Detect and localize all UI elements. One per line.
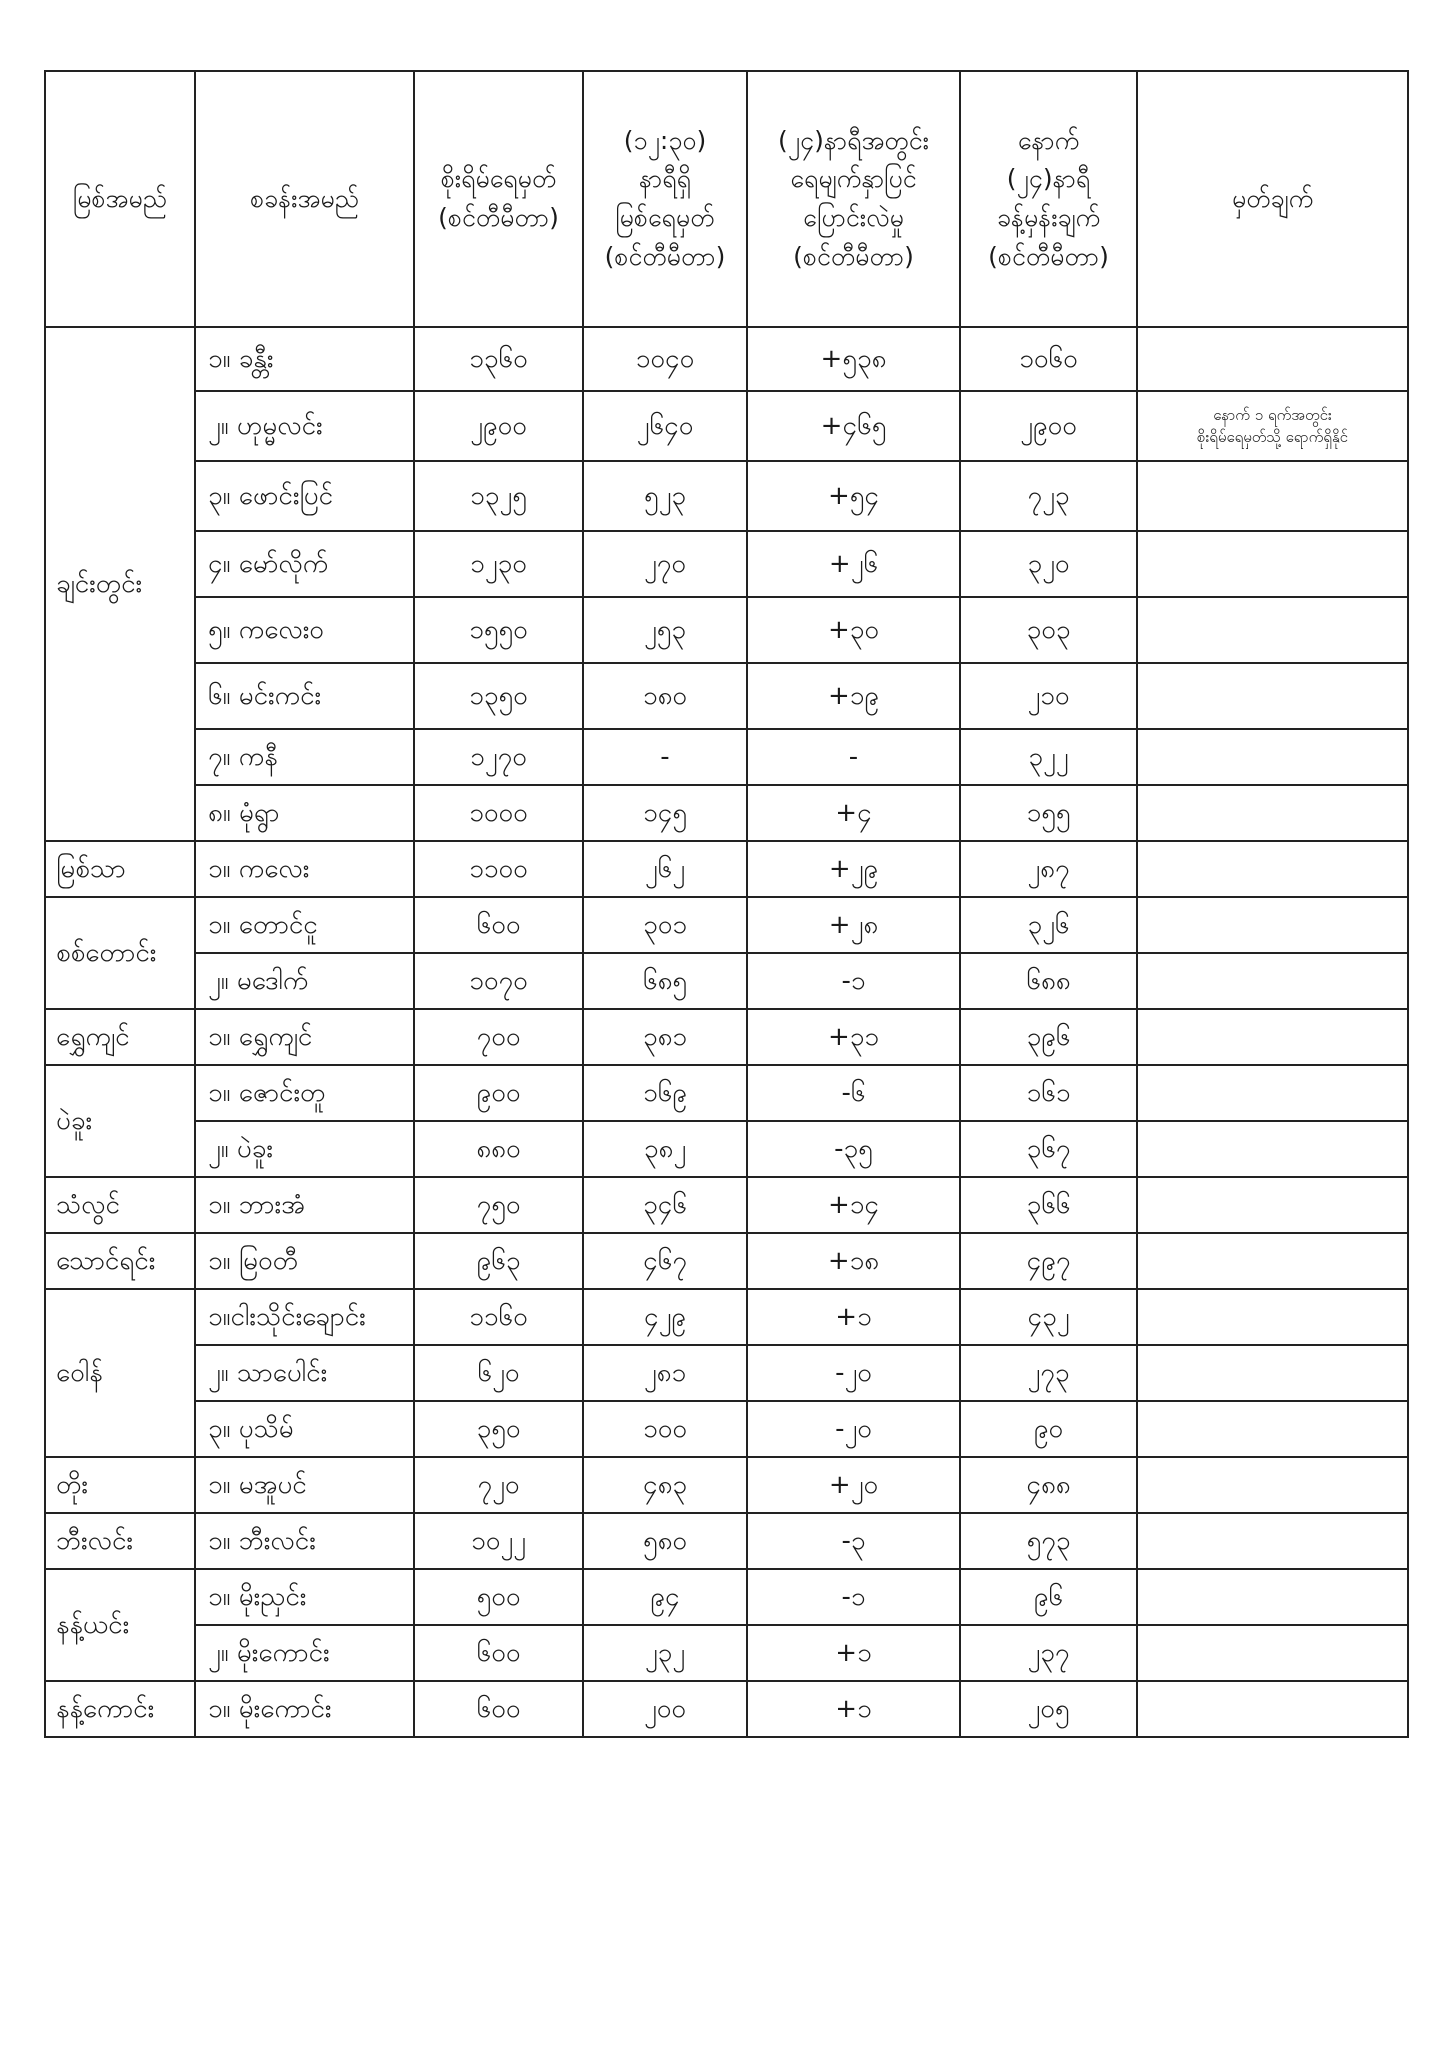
warning-level-cell: ၈၈၀ — [414, 1121, 583, 1177]
header-remark — [1137, 71, 1408, 327]
table-row — [45, 1009, 1408, 1065]
table-row — [45, 1177, 1408, 1233]
remark-cell — [1137, 785, 1408, 841]
station-cell: ၁။ ဘီးလင်း — [195, 1513, 414, 1569]
table-row — [45, 1625, 1408, 1681]
station-cell: ၁။ ရွှေကျင် — [195, 1009, 414, 1065]
station-cell: ၁။ငါးသိုင်းချောင်း — [195, 1289, 414, 1345]
warning-level-cell: ၆၂၀ — [414, 1345, 583, 1401]
river-cell: သံလွင် — [45, 1177, 195, 1233]
station-cell: ၁။ ခန္တီး — [195, 327, 414, 391]
current-level-cell: ၂၆၂ — [583, 841, 747, 897]
header-line: (၁၂:၃၀) — [623, 125, 707, 155]
remark-line: စိုးရိမ်ရေမှတ်သို့ ရောက်ရှိနိုင် — [1197, 428, 1348, 446]
warning-level-cell: ၂၉၀၀ — [414, 391, 583, 461]
forecast-cell: ၄၉၇ — [960, 1233, 1137, 1289]
warning-level-cell: ၆၀၀ — [414, 1625, 583, 1681]
station-cell: ၅။ ကလေးဝ — [195, 597, 414, 663]
river-cell: ဘီးလင်း — [45, 1513, 195, 1569]
station-cell: ၂။ သာပေါင်း — [195, 1345, 414, 1401]
change-cell: +၄၆၅ — [747, 391, 960, 461]
change-cell: +၃၀ — [747, 597, 960, 663]
header-forecast — [960, 71, 1137, 327]
header-river-label: မြစ်အမည် — [73, 183, 167, 213]
remark-cell — [1137, 531, 1408, 597]
header-row — [45, 71, 1408, 327]
warning-level-cell: ၉၀၀ — [414, 1065, 583, 1121]
forecast-cell: ၃၂၀ — [960, 531, 1137, 597]
forecast-cell: ၂၁၀ — [960, 663, 1137, 729]
header-line: (စင်တီမီတာ) — [604, 241, 726, 271]
table-row — [45, 1569, 1408, 1625]
river-cell: ချင်းတွင်း — [45, 327, 195, 841]
forecast-cell: ၂၈၇ — [960, 841, 1137, 897]
station-cell: ၂။ ပဲခူး — [195, 1121, 414, 1177]
station-cell: ၂။ ဟုမ္မလင်း — [195, 391, 414, 461]
header-line: ရေမျက်နှာပြင် — [790, 164, 917, 194]
current-level-cell: ၂၃၂ — [583, 1625, 747, 1681]
change-cell: +၅၃၈ — [747, 327, 960, 391]
remark-cell — [1137, 1345, 1408, 1401]
remark-cell — [1137, 1289, 1408, 1345]
remark-cell — [1137, 1233, 1408, 1289]
change-cell: -၆ — [747, 1065, 960, 1121]
current-level-cell: ၁၈၀ — [583, 663, 747, 729]
header-line: နောက် — [1017, 125, 1080, 155]
forecast-cell: ၂၉၀၀ — [960, 391, 1137, 461]
river-cell: နန့်ယင်း — [45, 1569, 195, 1681]
warning-level-cell: ၁၀၂၂ — [414, 1513, 583, 1569]
header-current-level — [583, 71, 747, 327]
table-row — [45, 1457, 1408, 1513]
table-row — [45, 1289, 1408, 1345]
table-row — [45, 1681, 1408, 1737]
change-cell: +၁၈ — [747, 1233, 960, 1289]
forecast-cell: ၄၃၂ — [960, 1289, 1137, 1345]
header-line: (စင်တီမီတာ) — [793, 241, 914, 271]
table-row — [45, 597, 1408, 663]
current-level-cell: - — [583, 729, 747, 785]
change-cell: +၂၀ — [747, 1457, 960, 1513]
forecast-cell: ၃၀၃ — [960, 597, 1137, 663]
warning-level-cell: ၁၃၅၀ — [414, 663, 583, 729]
change-cell: -၂၀ — [747, 1401, 960, 1457]
current-level-cell: ၄၈၃ — [583, 1457, 747, 1513]
current-level-cell: ၃၈၁ — [583, 1009, 747, 1065]
forecast-cell: ၁၀၆၀ — [960, 327, 1137, 391]
current-level-cell: ၁၆၉ — [583, 1065, 747, 1121]
header-river — [45, 71, 195, 327]
remark-cell — [1137, 729, 1408, 785]
current-level-cell: ၁၀၄၀ — [583, 327, 747, 391]
forecast-cell: ၁၆၁ — [960, 1065, 1137, 1121]
station-cell: ၈။ မုံရွာ — [195, 785, 414, 841]
river-level-table — [44, 70, 1409, 1738]
table-row — [45, 1513, 1408, 1569]
change-cell: -၃၅ — [747, 1121, 960, 1177]
header-line: ပြောင်းလဲမှု — [803, 203, 904, 232]
change-cell: +၁၄ — [747, 1177, 960, 1233]
river-cell: နန့်ကောင်း — [45, 1681, 195, 1737]
station-cell: ၁။ တောင်ငူ — [195, 897, 414, 953]
warning-level-cell: ၁၃၂၅ — [414, 461, 583, 531]
table-row — [45, 531, 1408, 597]
remark-cell — [1137, 1625, 1408, 1681]
station-cell: ၂။ မိုးကောင်း — [195, 1625, 414, 1681]
warning-level-cell: ၁၀၀၀ — [414, 785, 583, 841]
warning-level-cell: ၁၃၆၀ — [414, 327, 583, 391]
header-line: (စင်တီမီတာ) — [438, 203, 559, 232]
remark-cell — [1137, 1009, 1408, 1065]
current-level-cell: ၆၈၅ — [583, 953, 747, 1009]
warning-level-cell: ၁၁၆၀ — [414, 1289, 583, 1345]
station-cell: ၁။ မိုးညှင်း — [195, 1569, 414, 1625]
remark-cell — [1137, 1569, 1408, 1625]
current-level-cell: ၄၆၇ — [583, 1233, 747, 1289]
forecast-cell: ၆၈၈ — [960, 953, 1137, 1009]
change-cell: +၂၆ — [747, 531, 960, 597]
remark-cell — [1137, 1681, 1408, 1737]
change-cell: +၂၈ — [747, 897, 960, 953]
warning-level-cell: ၇၂၀ — [414, 1457, 583, 1513]
change-cell: +၁ — [747, 1289, 960, 1345]
table-row — [45, 1121, 1408, 1177]
header-line: စိုးရိမ်ရေမှတ် — [440, 164, 557, 194]
remark-cell — [1137, 461, 1408, 531]
change-cell: +၁ — [747, 1681, 960, 1737]
forecast-cell: ၂၇၃ — [960, 1345, 1137, 1401]
forecast-cell: ၃၂၂ — [960, 729, 1137, 785]
remark-cell — [1137, 597, 1408, 663]
header-warning-level — [414, 71, 583, 327]
header-line: ခန့်မှန်းချက် — [996, 203, 1101, 232]
current-level-cell: ၂၆၄၀ — [583, 391, 747, 461]
warning-level-cell: ၁၂၇၀ — [414, 729, 583, 785]
table-row — [45, 327, 1408, 391]
forecast-cell: ၉၀ — [960, 1401, 1137, 1457]
forecast-cell: ၃၆၇ — [960, 1121, 1137, 1177]
change-cell: +၂၉ — [747, 841, 960, 897]
river-cell: ဝေါန် — [45, 1289, 195, 1457]
current-level-cell: ၂၇၀ — [583, 531, 747, 597]
warning-level-cell: ၆၀၀ — [414, 897, 583, 953]
remark-cell — [1137, 1457, 1408, 1513]
current-level-cell: ၄၂၉ — [583, 1289, 747, 1345]
table-row — [45, 1065, 1408, 1121]
table-row — [45, 1345, 1408, 1401]
remark-cell — [1137, 663, 1408, 729]
header-remark-label: မှတ်ချက် — [1231, 183, 1314, 213]
table-row — [45, 1233, 1408, 1289]
forecast-cell: ၃၆၆ — [960, 1177, 1137, 1233]
forecast-cell: ၂၀၅ — [960, 1681, 1137, 1737]
header-line: (၂၄)နာရီ — [1006, 164, 1091, 194]
station-cell: ၁။ ကလေး — [195, 841, 414, 897]
table-row — [45, 785, 1408, 841]
remark-cell — [1137, 1401, 1408, 1457]
change-cell: +၁ — [747, 1625, 960, 1681]
forecast-cell: ၄၈၈ — [960, 1457, 1137, 1513]
forecast-cell: ၉၆ — [960, 1569, 1137, 1625]
table-row — [45, 953, 1408, 1009]
warning-level-cell: ၅၀၀ — [414, 1569, 583, 1625]
current-level-cell: ၅၈၀ — [583, 1513, 747, 1569]
station-cell: ၁။ ဘားအံ — [195, 1177, 414, 1233]
remark-cell — [1137, 897, 1408, 953]
forecast-cell: ၃၉၆ — [960, 1009, 1137, 1065]
river-cell: ရွှေကျင် — [45, 1009, 195, 1065]
warning-level-cell: ၇၀၀ — [414, 1009, 583, 1065]
header-station — [195, 71, 414, 327]
current-level-cell: ၃၈၂ — [583, 1121, 747, 1177]
forecast-cell: ၇၂၃ — [960, 461, 1137, 531]
river-cell: စစ်တောင်း — [45, 897, 195, 1009]
river-cell: သောင်ရင်း — [45, 1233, 195, 1289]
table-row — [45, 1401, 1408, 1457]
change-cell: -၁ — [747, 953, 960, 1009]
warning-level-cell: ၇၅၀ — [414, 1177, 583, 1233]
header-line: နာရီရှိ — [639, 164, 691, 194]
remark-cell — [1137, 953, 1408, 1009]
change-cell: +၅၄ — [747, 461, 960, 531]
remark-cell — [1137, 1121, 1408, 1177]
table-row — [45, 729, 1408, 785]
warning-level-cell: ၁၅၅၀ — [414, 597, 583, 663]
forecast-cell: ၁၅၅ — [960, 785, 1137, 841]
remark-cell — [1137, 1513, 1408, 1569]
station-cell: ၂။ မဒေါက် — [195, 953, 414, 1009]
current-level-cell: ၉၄ — [583, 1569, 747, 1625]
change-cell: -၃ — [747, 1513, 960, 1569]
warning-level-cell: ၁၀၇၀ — [414, 953, 583, 1009]
header-24h-change — [747, 71, 960, 327]
header-line: (စင်တီမီတာ) — [988, 241, 1109, 271]
table-row — [45, 841, 1408, 897]
warning-level-cell: ၁၂၃၀ — [414, 531, 583, 597]
remark-line: နောက် ၁ ရက်အတွင်း — [1213, 405, 1332, 424]
change-cell: - — [747, 729, 960, 785]
station-cell: ၁။ မိုးကောင်း — [195, 1681, 414, 1737]
forecast-cell: ၅၇၃ — [960, 1513, 1137, 1569]
table-row — [45, 897, 1408, 953]
table-row — [45, 663, 1408, 729]
change-cell: +၃၁ — [747, 1009, 960, 1065]
warning-level-cell: ၆၀၀ — [414, 1681, 583, 1737]
current-level-cell: ၁၄၅ — [583, 785, 747, 841]
change-cell: +၁၉ — [747, 663, 960, 729]
warning-level-cell: ၉၆၃ — [414, 1233, 583, 1289]
remark-cell — [1137, 841, 1408, 897]
station-cell: ၁။ မအူပင် — [195, 1457, 414, 1513]
station-cell: ၃။ ပုသိမ် — [195, 1401, 414, 1457]
remark-cell — [1137, 1177, 1408, 1233]
current-level-cell: ၂၈၁ — [583, 1345, 747, 1401]
forecast-cell: ၃၂၆ — [960, 897, 1137, 953]
remark-cell — [1137, 1065, 1408, 1121]
river-cell: မြစ်သာ — [45, 841, 195, 897]
station-cell: ၄။ မော်လိုက် — [195, 531, 414, 597]
river-cell: တိုး — [45, 1457, 195, 1513]
current-level-cell: ၁၀၀ — [583, 1401, 747, 1457]
header-line: မြစ်ရေမှတ် — [615, 203, 715, 232]
table-row — [45, 391, 1408, 461]
current-level-cell: ၅၂၃ — [583, 461, 747, 531]
warning-level-cell: ၃၅၀ — [414, 1401, 583, 1457]
current-level-cell: ၃၀၁ — [583, 897, 747, 953]
change-cell: +၄ — [747, 785, 960, 841]
change-cell: -၂၀ — [747, 1345, 960, 1401]
forecast-cell: ၂၃၇ — [960, 1625, 1137, 1681]
header-line: (၂၄)နာရီအတွင်း — [778, 125, 929, 155]
current-level-cell: ၂၅၃ — [583, 597, 747, 663]
station-cell: ၆။ မင်းကင်း — [195, 663, 414, 729]
station-cell: ၁။ ဇောင်းတူ — [195, 1065, 414, 1121]
header-station-label: စခန်းအမည် — [250, 183, 359, 213]
change-cell: -၁ — [747, 1569, 960, 1625]
river-cell: ပဲခူး — [45, 1065, 195, 1177]
table-row — [45, 461, 1408, 531]
remark-cell — [1137, 391, 1408, 461]
station-cell: ၁။ မြဝတီ — [195, 1233, 414, 1289]
station-cell: ၃။ ဖောင်းပြင် — [195, 461, 414, 531]
remark-cell — [1137, 327, 1408, 391]
current-level-cell: ၃၄၆ — [583, 1177, 747, 1233]
warning-level-cell: ၁၁၀၀ — [414, 841, 583, 897]
current-level-cell: ၂၀၀ — [583, 1681, 747, 1737]
station-cell: ၇။ ကနီ — [195, 729, 414, 785]
